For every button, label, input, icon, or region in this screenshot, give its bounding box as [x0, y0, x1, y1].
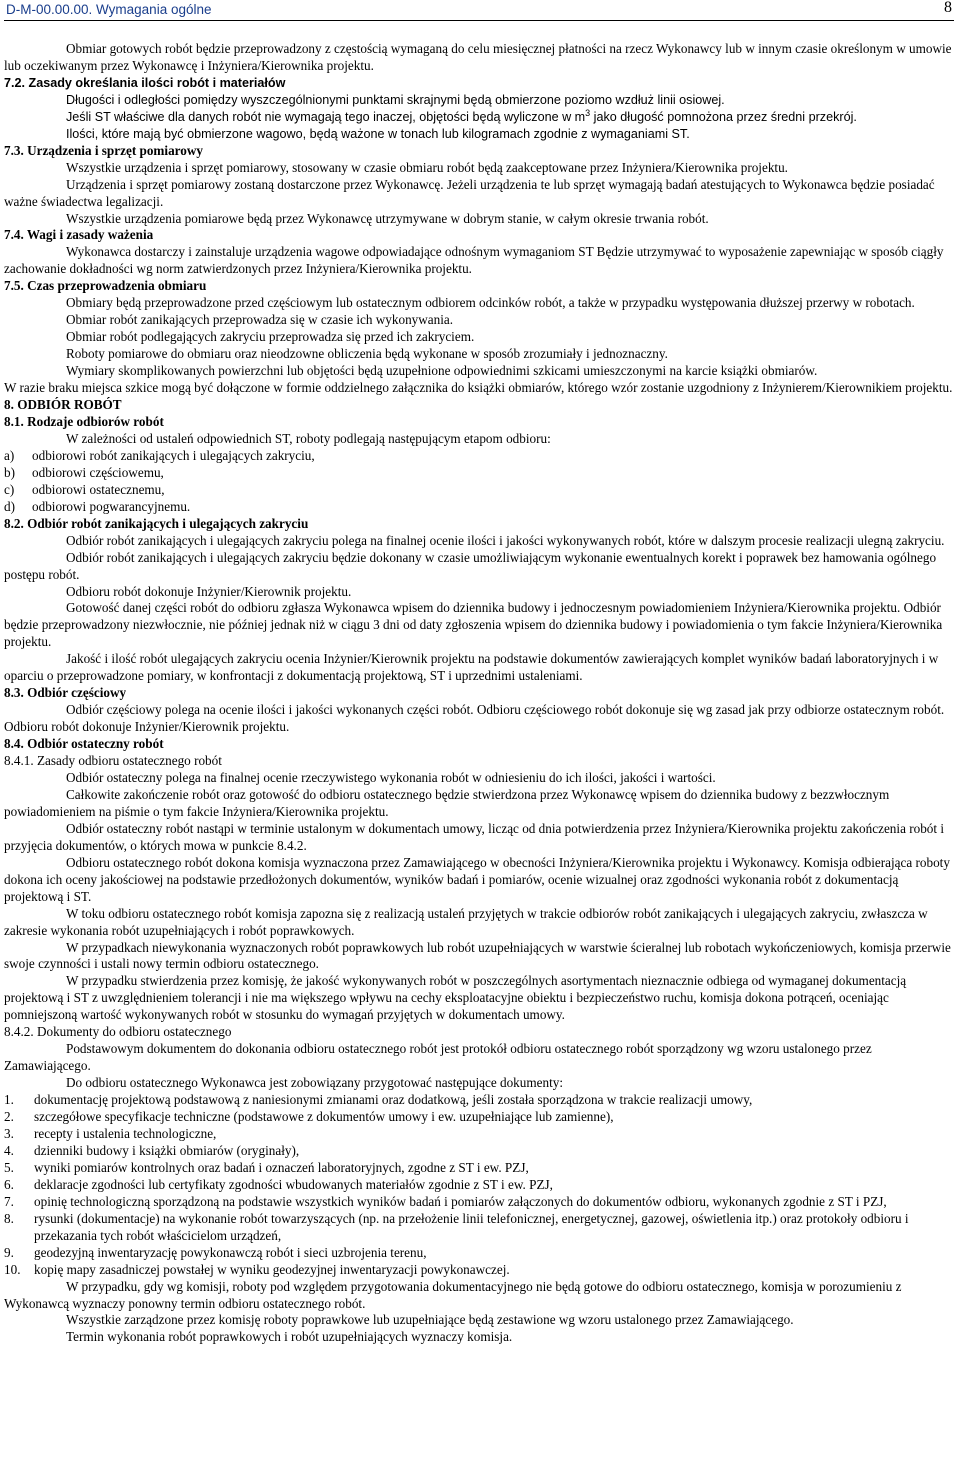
paragraph: Odbioru ostatecznego robót dokona komisja wyznaczona przez Zamawiającego w obecności Inżyniera/Kierownika projektu i Wykonawcy. Komisja odbierająca roboty dokona ich oceny jakościowej na podstawie przedłożonych dokumentów, wyników badań i pomiarów, ocenie wizualnej oraz zgodności wykonania robót z dokumentacją projektową i ST.: [4, 854, 950, 904]
list-item: 4. dzienniki budowy i książki obmiarów (oryginały),: [4, 1142, 300, 1158]
heading-8-2: 8.2. Odbiór robót zanikających i ulegających zakryciu: [4, 515, 309, 531]
list-item: a) odbiorowi robót zanikających i ulegających zakryciu,: [4, 447, 315, 463]
paragraph: Wszystkie zarządzone przez komisję roboty poprawkowe lub uzupełniające będą zestawione wg wzoru ustalonego przez Zamawiającego.: [66, 1312, 794, 1328]
paragraph: W razie braku miejsca szkice mogą być dołączone w formie oddzielnego załącznika do książki obmiarów, którego wzór zostanie uzgodniony z Inżynierem/Kierownikiem projektu.: [4, 380, 953, 396]
list-item: 6. deklaracje zgodności lub certyfikaty zgodności wbudowanych materiałów zgodnie z ST i ew. PZJ,: [4, 1176, 553, 1192]
paragraph: Obmiar robót zanikających przeprowadza się w czasie ich wykonywania.: [66, 312, 454, 328]
list-item: 9. geodezyjną inwentaryzację powykonawczą robót i sieci uzbrojenia terenu,: [4, 1244, 427, 1260]
list-item: c) odbiorowi ostatecznemu,: [4, 481, 165, 497]
heading-7-3: 7.3. Urządzenia i sprzęt pomiarowy: [4, 142, 204, 158]
list-item: 1. dokumentację projektową podstawową z naniesionymi zmianami oraz dodatkową, jeśli została sporządzona w trakcie realizacji umowy,: [4, 1092, 753, 1108]
list-item: 2. szczegółowe specyfikacje techniczne (podstawowe z dokumentów umowy i ew. uzupełniające lub zamienne),: [4, 1109, 614, 1125]
page-header: [4, 2, 954, 21]
heading-8-4: 8.4. Odbiór ostateczny robót: [4, 736, 164, 752]
paragraph: Długości i odległości pomiędzy wyszczególnionymi punktami skrajnymi będą obmierzone poziomo wzdłuż linii osiowej.: [66, 92, 725, 107]
paragraph: Jakość i ilość robót ulegających zakryciu ocenia Inżynier/Kierownik projektu na podstawie dokumentów zawierających komplet wyników badań laboratoryjnych i w oparciu o przeprowadzone pomiary, w konfrontacji z dokumentacją projektową, ST i uprzednimi ustaleniami.: [4, 651, 939, 684]
page-number: 8: [944, 0, 952, 16]
document-page: [4, 0, 954, 1346]
paragraph: Odbioru robót dokonuje Inżynier/Kierownik projektu.: [66, 583, 352, 599]
heading-7-2: 7.2. Zasady określania ilości robót i materiałów: [4, 75, 286, 90]
heading-7-5: 7.5. Czas przeprowadzenia obmiaru: [4, 278, 207, 294]
paragraph: Odbiór ostateczny robót nastąpi w terminie ustalonym w dokumentach umowy, licząc od dnia potwierdzenia przez Inżyniera/Kierownika projektu zakończenia robót i przyjęcia dokumentów, o których mowa w punkcie 8.4.2.: [4, 820, 945, 853]
subheading-8-4-1: 8.4.1. Zasady odbioru ostatecznego robót: [4, 753, 222, 769]
heading-8: 8. ODBIÓR ROBÓT: [4, 397, 122, 413]
paragraph: W zależności od ustaleń odpowiednich ST, roboty podlegają następującym etapom odbioru:: [66, 430, 551, 446]
paragraph: Wykonawca dostarczy i zainstaluje urządzenia wagowe odpowiadające odnośnym wymaganiom ST Będzie utrzymywać to wyposażenie zapewniając w sposób ciągły zachowanie dokładności wg norm zatwierdzonych przez Inżyniera/Kierownika projektu.: [4, 244, 944, 277]
paragraph: Wymiary skomplikowanych powierzchni lub objętości będą uzupełnione odpowiednimi szkicami umieszczonymi na karcie książki obmiarów.: [66, 363, 818, 379]
paragraph: Podstawowym dokumentem do dokonania odbioru ostatecznego robót jest protokół odbioru ostatecznego robót sporządzony wg wzoru ustalonego przez Zamawiającego.: [4, 1041, 872, 1074]
document-code: D-M-00.00.00. Wymagania ogólne: [6, 2, 212, 17]
paragraph: Odbiór robót zanikających i ulegających zakryciu polega na finalnej ocenie ilości i jakości wykonywanych robót, które w dalszym procesie realizacji ulegną zakryciu.: [66, 532, 945, 548]
list-item: 3. recepty i ustalenia technologiczne,: [4, 1126, 217, 1141]
acceptance-stages-list: [4, 448, 954, 516]
paragraph: Roboty pomiarowe do obmiaru oraz nieodzowne obliczenia będą wykonane w sposób zrozumiały i jednoznaczny.: [66, 346, 668, 362]
paragraph: Termin wykonania robót poprawkowych i robót uzupełniających wyznaczy komisja.: [66, 1329, 513, 1345]
subheading-8-4-2: 8.4.2. Dokumenty do odbioru ostatecznego: [4, 1024, 232, 1040]
paragraph: Gotowość danej części robót do odbioru zgłasza Wykonawca wpisem do dziennika budowy i jednoczesnym powiadomieniem Inżyniera/Kierownika projektu. Odbiór będzie przeprowadzony niezwłocznie, nie później jednak niż w ciągu 3 dni od daty zgłoszenia wpisem do dziennika budowy i powiadomienia o tym fakcie Inżyniera/Kierownika projektu.: [4, 600, 943, 650]
list-item: d) odbiorowi pogwarancyjnemu.: [4, 498, 191, 514]
paragraph: W przypadkach niewykonania wyznaczonych robót poprawkowych lub robót uzupełniających w warstwie ścieralnej lub robotach wykończeniowych, komisja przerwie swoje czynności i ustali nowy termin odbioru ostatecznego.: [4, 939, 951, 972]
paragraph: Urządzenia i sprzęt pomiarowy zostaną dostarczone przez Wykonawcę. Jeżeli urządzenia te lub sprzęt wymagają badań atestujących to Wykonawca będzie posiadać ważne świadectwa legalizacji.: [4, 176, 935, 209]
heading-8-1: 8.1. Rodzaje odbiorów robót: [4, 413, 164, 429]
paragraph: Wszystkie urządzenia pomiarowe będą przez Wykonawcę utrzymywane w dobrym stanie, w całym okresie trwania robót.: [66, 210, 709, 226]
list-item: 10. kopię mapy zasadniczej powstałej w wyniku geodezyjnej inwentaryzacji powykonawczej.: [4, 1261, 510, 1277]
paragraph: Ilości, które mają być obmierzone wagowo, będą ważone w tonach lub kilogramach zgodnie z wymaganiami ST.: [66, 126, 690, 141]
paragraph: Odbiór robót zanikających i ulegających zakryciu będzie dokonany w czasie umożliwiającym wykonanie ewentualnych korekt i poprawek bez hamowania ogólnego postępu robót.: [4, 549, 937, 582]
paragraph: W przypadku stwierdzenia przez komisję, że jakość wykonywanych robót w poszczególnych asortymentach nieznacznie odbiega od wymaganej dokumentacją projektową i ST z uwzględnieniem tolerancji i nie ma większego wpływu na cechy eksploatacyjne obiektu i bezpieczeństwo ruchu, komisja dokona potrąceń, oceniając pomniejszoną wartość wykonywanych robót w stosunku do wymagań przyjętych w dokumentach umowy.: [4, 973, 907, 1023]
required-documents-list: [4, 1092, 954, 1278]
heading-7-4: 7.4. Wagi i zasady ważenia: [4, 227, 154, 243]
paragraph: Do odbioru ostatecznego Wykonawca jest zobowiązany przygotować następujące dokumenty:: [66, 1075, 563, 1091]
paragraph: Odbiór częściowy polega na ocenie ilości i jakości wykonanych części robót. Odbioru częściowego robót dokonuje się wg zasad jak przy odbiorze ostatecznym robót. Odbioru robót dokonuje Inżynier/Kierownik projektu.: [4, 702, 945, 735]
heading-8-3: 8.3. Odbiór częściowy: [4, 685, 127, 701]
list-item: 7. opinię technologiczną sporządzoną na podstawie wszystkich wyników badań i pomiarów załączonych do dokumentów odbioru, wykonanych zgodnie z ST i PZJ,: [4, 1193, 887, 1209]
paragraph: Obmiar robót podlegających zakryciu przeprowadza się przed ich zakryciem.: [66, 329, 475, 345]
paragraph: Odbiór ostateczny polega na finalnej ocenie rzeczywistego wykonania robót w odniesieniu do ich ilości, jakości i wartości.: [66, 769, 716, 785]
paragraph: Wszystkie urządzenia i sprzęt pomiarowy, stosowany w czasie obmiaru robót będą zaakceptowane przez Inżyniera/Kierownika projektu.: [66, 159, 788, 175]
paragraph-intro: Obmiar gotowych robót będzie przeprowadzony z częstością wymaganą do celu miesięcznej płatności na rzecz Wykonawcy lub w innym czasie określonym w umowie lub oczekiwanym przez Wykonawcę i Inżyniera/Kierownika projektu.: [4, 41, 952, 73]
list-item: 8. rysunki (dokumentacje) na wykonanie robót towarzyszących (np. na przełożenie linii telefonicznej, energetycznej, gazowej, oświetlenia itp.) oraz protokoły odbioru i przekazania tych robót właścicielom urządzeń,: [4, 1210, 909, 1243]
paragraph: Całkowite zakończenie robót oraz gotowość do odbioru ostatecznego będzie stwierdzona przez Wykonawcę wpisem do dziennika budowy z bezzwłocznym powiadomieniem na piśmie o tym fakcie Inżyniera/Kierownika projektu.: [4, 786, 890, 819]
paragraph: W toku odbioru ostatecznego robót komisja zapozna się z realizacją ustaleń przyjętych w trakcie odbiorów robót zanikających i ulegających zakryciu, zwłaszcza w zakresie wykonania robót uzupełniających i robót poprawkowych.: [4, 905, 928, 938]
paragraph: Obmiary będą przeprowadzone przed częściowym lub ostatecznym odbiorem odcinków robót, a także w przypadku występowania dłuższej przerwy w robotach.: [66, 295, 915, 311]
paragraph-volume: Jeśli ST właściwe dla danych robót nie wymagają tego inaczej, objętości będą wyliczone w $m^3$ jako długość pomnożona przez średni przekrój.: [66, 107, 857, 124]
list-item: b) odbiorowi częściowemu,: [4, 464, 164, 480]
list-item: 5. wyniki pomiarów kontrolnych oraz badań i oznaczeń laboratoryjnych, zgodne z ST i ew. PZJ,: [4, 1159, 529, 1175]
paragraph: W przypadku, gdy wg komisji, roboty pod względem przygotowania dokumentacyjnego nie będą gotowe do odbioru ostatecznego, komisja w porozumieniu z Wykonawcą wyznaczy ponowny termin odbioru ostatecznego robót.: [4, 1278, 902, 1311]
